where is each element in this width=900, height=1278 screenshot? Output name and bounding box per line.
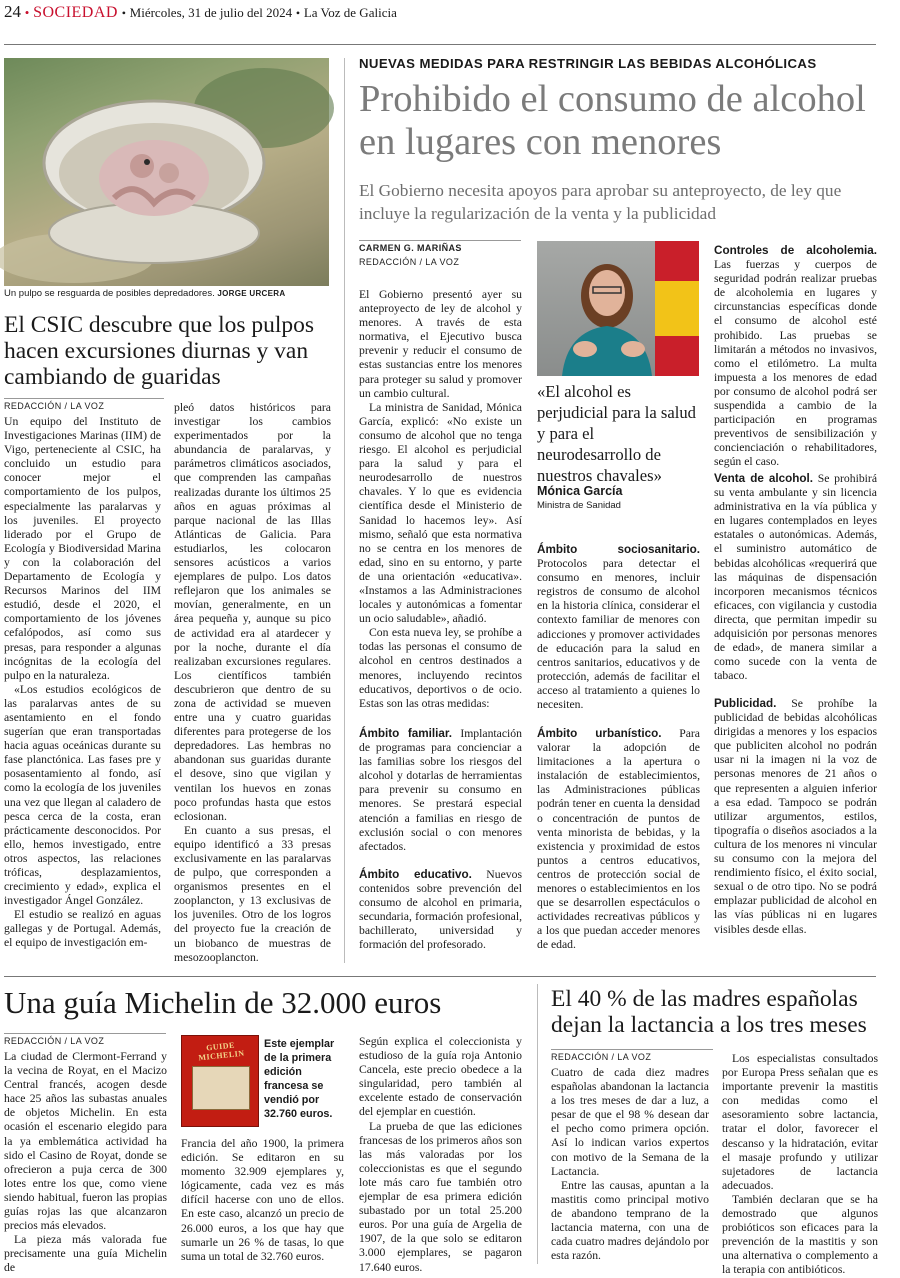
sanitario-text: Protocolos para detectar el consumo en menores, incluir registros de consumo de alcohol en la historia clínica, considerar el contexto familiar de menores con adicciones y promover actividades de educación para la salud en centros sanitarios, educativos y de protección, además de facilitar el acceso al tratamiento a quienes lo necesiten. [537, 557, 700, 712]
octopus-photo [4, 58, 329, 286]
michelin-headline: Una guía Michelin de 32.000 euros [4, 985, 442, 1020]
michelin-inset-caption: Este ejemplar de la primera edición francesa se vendió por 32.760 euros. [264, 1038, 335, 1120]
alcohol-kicker: NUEVAS MEDIDAS PARA RESTRINGIR LAS BEBIDAS ALCOHÓLICAS [359, 56, 817, 71]
lactancia-column-1 [551, 1066, 709, 1264]
alcohol-byline: REDACCIÓN / LA VOZ [359, 257, 460, 267]
michelin-paragraph: Francia del año 1900, la primera edición. Se editaron en su momento 32.909 ejemplares y, lógicamente, cada vez es más difícil hacerse con uno de ellos. En este caso, alcanzó un precio de 26.000 euros, a los que hay que sumarle un 26 % de tasas, lo que suma un total de 32.760 euros. [181, 1137, 344, 1263]
octopus-paragraph: pleó datos históricos para investigar los cambios experimentados por la abundancia de paralarvas, y parámetros climáticos asociados, que comprenden las campañas realizadas durante los últimos 25 años en aguas próximas al parque nacional de las Illas Atlánticas de Galicia. Para estudiarlos, les colocaron sensores acústicos a varios ejemplares de pulpo. Los datos reflejaron que los animales se movían, generalmente, en un área pequeña y, aunque su pico de actividad era al atardecer y por la noche, durante el día realizaban excursiones regulares. Los científicos también descubrieron que dentro de su zona de actividad se mueven entre una y cuatro guaridas diferentes para protegerse de los depredadores. Las hembras no abandonan sus guaridas durante el desove, sino que vigilan y ventilan los huevos en zonas poco profundas hasta que estos eclosionan. [174, 401, 331, 823]
alcohol-familiar [359, 727, 522, 857]
octopus-byline: REDACCIÓN / LA VOZ [4, 401, 105, 411]
header-newspaper: La Voz de Galicia [303, 5, 397, 20]
michelin-column-1 [4, 1050, 167, 1275]
publicidad-text: Se prohíbe la publicidad de bebidas alcohólicas dirigidas a menores y los espacios que publiciten alcohol no podrán usar ni la imagen ni la voz de personas menores de 21 años o que representen a alguien inferior a esa edad. Tampoco se podrán utilizar argumentos, estilos, tipografía o diseños asociados a la cultura de los menores ni vincular su consumo con la mejora del rendimiento físico, el éxito social, sexual o de otro tipo. No se podrá emplazar publicidad de alcohol en las vías públicas ni en lugares visibles desde ellas. [714, 697, 878, 936]
caption-text: Un pulpo se resguarda de posibles depredadores. [4, 288, 215, 299]
book-cover-panel [192, 1066, 250, 1110]
alcohol-educativo [359, 868, 522, 958]
octopus-paragraph: Un equipo del Instituto de Investigaciones Marinas (IIM) de Vigo, perteneciente al CSIC, ha concluido un estudio para conocer mejor el comportamiento de los pulpos, especialmente las paralarvas y los juveniles. El proyecto liderado por el Grupo de Ecología y Biodiversidad Marina y con la colaboración del Departamento de Ecología y Recursos Marinos del IIM estudió, desde el 2020, el comportamiento de los jóvenes cefalópodos, así como sus presas, para responder a algunas incógnitas de la ecología del pulpo en la naturaleza. [4, 415, 161, 682]
pull-quote: «El alcohol es perjudicial para la salud y para el neurodesarrollo de nuestros chavales» [537, 382, 696, 485]
alcohol-paragraph: La ministra de Sanidad, Mónica García, explicó: «No existe un consumo de alcohol que no tenga riesgo. El alcohol es perjudicial para la salud y para el neurodesarrollo de nuestros chavales. Y lo que es evidencia científica desde el Ministerio de Sanidad lo hacemos ley». Así mismo, señaló que esta normativa no se centra en los menores de edad, sino en su entorno, y parte de una orientación «educativa». «Instamos a las Administraciones locales y autonómicas a fomentar un ocio saludable», añadió. [359, 400, 522, 626]
michelin-column-2 [181, 1137, 344, 1264]
controles-lead: Controles de alcoholemia. [714, 244, 877, 257]
page-header: 24 • SOCIEDAD • Miércoles, 31 de julio del 2024 • La Voz de Galicia [4, 2, 397, 21]
bottom-column-divider [537, 984, 538, 1264]
section-name: SOCIEDAD [33, 4, 118, 21]
alcohol-column-1 [359, 288, 522, 712]
urbanistico-lead: Ámbito urbanístico. [537, 727, 662, 740]
octopus-column-1 [4, 415, 161, 960]
photo-credit: JORGE URCERA [217, 289, 286, 298]
octopus-headline-rule [4, 398, 164, 399]
lactancia-paragraph: Cuatro de cada diez madres españolas abandonan la lactancia a los tres meses de dar a luz, a pesar de que el 98 % desean dar el pecho como primera opción. Así lo indican varios expertos con motivo de la Semana de la Lactancia. [551, 1066, 709, 1178]
page-number: 24 [4, 2, 21, 21]
header-rule [4, 44, 876, 45]
quote-name: Mónica García [537, 484, 623, 498]
familiar-lead: Ámbito familiar. [359, 727, 453, 740]
publicidad-lead: Publicidad. [714, 697, 777, 710]
octopus-paragraph: El estudio se realizó en aguas gallegas y de Portugal. Además, el equipo de investigación em- [4, 908, 161, 950]
alcohol-author-rule [359, 240, 521, 241]
octopus-illustration [4, 58, 329, 286]
michelin-byline-rule [4, 1033, 166, 1034]
michelin-book-photo [181, 1035, 259, 1127]
bottom-section-rule [4, 976, 876, 977]
alcohol-paragraph: Con esta nueva ley, se prohíbe a todas las personas el consumo de alcohol en centros destinados a menores, incluyendo recintos educativos, deportivos o de ocio. Estas son las otras medidas: [359, 626, 522, 710]
sanitario-lead: Ámbito sociosanitario. [537, 543, 700, 556]
alcohol-venta [714, 472, 877, 684]
urbanistico-text: Para valorar la adopción de limitaciones a la apertura o instalación de establecimientos, las Administraciones públicas podrán tener en cuenta la densidad o concentración de puntos de venta minorista de bebidas, y la existencia y proximidad de estos puntos a centros educativos, centros de protección social de menores o establecimientos en los que se desarrollen espectáculos o actividades recreativas públicos y a los que puedan acceder menores de edad. [537, 727, 700, 952]
controles-text: Las fuerzas y cuerpos de seguridad podrán realizar pruebas de alcoholemia en lugares y circunstancias específicas donde el consumo de alcohol esté prohibido. Las pruebas se limitarán a métodos no invasivos, como el etilómetro. La multa impuesta a los menores de edad por consumo de alcohol podrá ser suspendida a cambio de la participación en programas preventivos de sensibilización y concienciación o rehabilitadores, según el caso. [714, 258, 877, 469]
lactancia-byline-rule [551, 1049, 713, 1050]
alcohol-urbanistico [537, 727, 700, 959]
michelin-paragraph: La pieza más valorada fue precisamente una guía Michelin de [4, 1233, 167, 1275]
quote-role: Ministra de Sanidad [537, 500, 621, 511]
lactancia-column-2 [722, 1052, 878, 1277]
octopus-column-2 [174, 401, 331, 964]
lactancia-byline: REDACCIÓN / LA VOZ [551, 1052, 652, 1062]
octopus-headline: El CSIC descubre que los pulpos hacen excursiones diurnas y van cambiando de guaridas [4, 312, 315, 390]
venta-text: Se prohibirá su venta ambulante y sin licencia administrativa en la vía pública y en lugares contemplados en leyes estatales o autonómicas. Además, el suministro automático de bebidas alcohólicas «requerirá que las máquinas de dispensación incorporen mecanismos técnicos eficaces, con vigilancia y custodia directa, que permitan impedir su adquisición por personas menores de edad», de manera similar a como sucede con la venta de tabaco. [714, 472, 878, 683]
familiar-text: Implantación de programas para concienciar a las familias sobre los riesgos del alcohol y dotarlas de herramientas para prevenir su consumo en menores. Se prestará especial atención a familias en riesgo de exclusión social o con menores afectados. [359, 727, 522, 853]
minister-illustration [537, 241, 699, 376]
michelin-paragraph: Según explica el coleccionista y estudioso de la guía roja Antonio Cancela, este precio obedece a la singularidad, pero también al excelente estado de conservación del ejemplar en cuestión. [359, 1035, 522, 1119]
octopus-caption [4, 287, 329, 301]
venta-lead: Venta de alcohol. [714, 472, 814, 485]
educativo-text: Nuevos contenidos sobre prevención del consumo de alcohol en primaria, secundaria, formación profesional, bachillerato, universidad y formación del profesorado. [359, 868, 522, 952]
alcohol-author: CARMEN G. MARIÑAS [359, 243, 462, 253]
column-divider [344, 58, 345, 963]
alcohol-headline: Prohibido el consumo de alcohol en lugares con menores [359, 78, 866, 163]
educativo-lead: Ámbito educativo. [359, 868, 472, 881]
alcohol-sanitario [537, 543, 700, 712]
michelin-paragraph: La prueba de que las ediciones francesas de los primeros años son las más valoradas por los coleccionistas es que el segundo lote más caro fue también otro ejemplar de esa primera edición subastado por un total 25.200 euros. Por una guía de Argelia de 1907, de la que solo se editaron 3.000 ejemplares, se pagaron 17.640 euros. [359, 1119, 522, 1274]
alcohol-subhead: El Gobierno necesita apoyos para aprobar su anteproyecto, de ley que incluye la regularización de la venta y la publicidad [359, 181, 842, 223]
book-title: GUIDE MICHELIN [198, 1040, 245, 1063]
minister-photo [537, 241, 699, 376]
octopus-paragraph: En cuanto a sus presas, el equipo identificó a 33 presas exclusivamente en las paralarvas de pulpo, que corresponden a organismos presentes en el zooplancton, y 13 exclusivas de los juveniles. Otro de los logros del proyecto fue la creación de un biobanco de muestras de mesozooplancton. [174, 823, 331, 964]
alcohol-paragraph: El Gobierno presentó ayer su anteproyecto de ley de alcohol y menores. A través de esta normativa, el Ejecutivo busca prevenir y reducir el consumo de estas sustancias entre los menores para proteger su salud y promover un cambio cultural. [359, 288, 522, 400]
michelin-column-3 [359, 1035, 522, 1274]
alcohol-publicidad [714, 697, 877, 959]
header-date: Miércoles, 31 de julio del 2024 [129, 5, 293, 20]
michelin-paragraph: La ciudad de Clermont-Ferrand y la vecina de Royat, en el Macizo Central francés, acogen desde hace 25 años las subastas anuales de objetos Michelin. En esta ocasión el escenario elegido para la ya emblemática actividad ha sido el Casino de Royat, donde se ofrecieron a puja cerca de 300 lotes entre los que, como viene siendo habitual, fueron las propias guías rojas las que alcanzaron precios más elevados. [4, 1050, 167, 1233]
lactancia-paragraph: Los especialistas consultados por Europa Press señalan que es importante prevenir la mastitis con medidas como el asesoramiento sobre lactancia, tratar el dolor, favorecer el descanso y la hidratación, evitar el masaje profundo y utilizar sujetadores de lactancia adecuados. [722, 1052, 878, 1192]
alcohol-controles [714, 244, 877, 469]
lactancia-headline: El 40 % de las madres españolas dejan la lactancia a los tres meses [551, 986, 867, 1038]
lactancia-paragraph: También declaran que se ha demostrado que algunos probióticos son eficaces para la prevención de la mastitis y son una alternativa o complemento a la terapia con antibióticos. [722, 1192, 878, 1277]
michelin-byline: REDACCIÓN / LA VOZ [4, 1036, 105, 1046]
lactancia-paragraph: Entre las causas, apuntan a la mastitis como principal motivo de abandono temprano de la lactancia materna, con una de cada cuatro madres dejándolo por esta razón. [551, 1178, 709, 1263]
octopus-paragraph: «Los estudios ecológicos de las paralarvas antes de su asentamiento en el fondo sugerían que eran transportadas hacia aguas oceánicas durante su fase planctónica. Las fases pre y posasentamiento al fondo, así como la ecología de los juveniles una vez que llegan al caladero de pesca cerca de la costa, eran prácticamente desconocidos. Por ello, hemos investigado, entre otros aspectos, las relaciones tróficas, desplazamientos, crecimiento y edad», explica el investigador Ángel González. [4, 682, 161, 908]
